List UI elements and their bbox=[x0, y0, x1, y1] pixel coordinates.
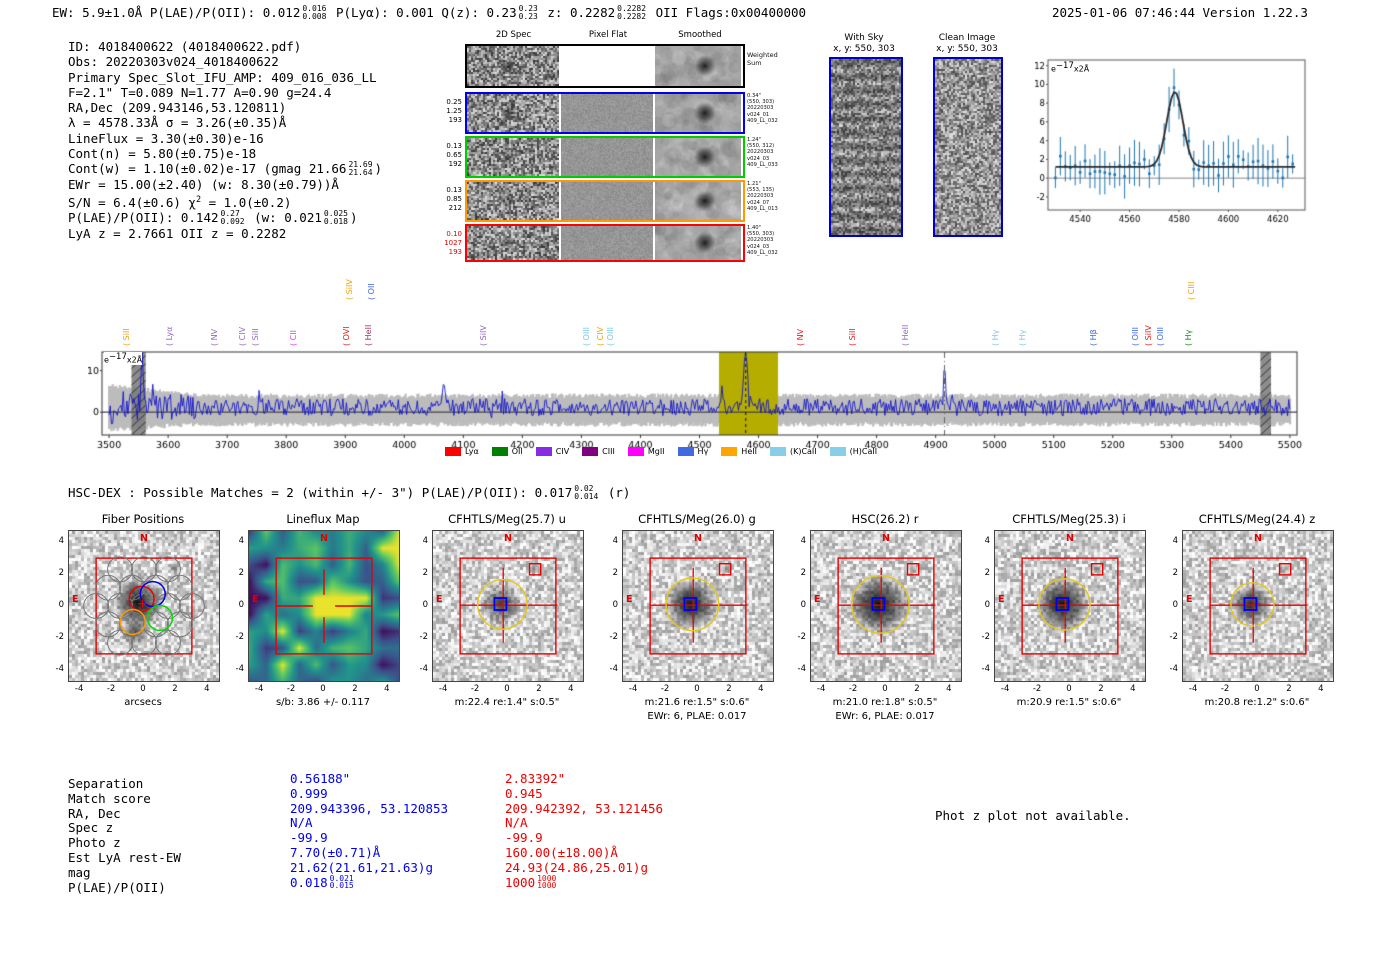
spec2d-left-value: 0.25 bbox=[446, 98, 462, 106]
cutout-overlay bbox=[623, 531, 773, 681]
emission-line-label: ( SiIV bbox=[479, 325, 489, 346]
cutout-title: Lineflux Map bbox=[286, 512, 360, 526]
spec2d-left-value: 0.65 bbox=[446, 151, 462, 159]
spec2d-right-value: (550, 303) bbox=[747, 99, 775, 106]
y-tick-label: -2 bbox=[235, 631, 244, 642]
x-tick-label: -2 bbox=[1220, 684, 1230, 694]
cutout-title: CFHTLS/Meg(25.7) u bbox=[448, 512, 566, 526]
cutout-caption: m:21.0 re:1.8" s:0.5" bbox=[832, 697, 938, 708]
spec2d-left-value: 0.85 bbox=[446, 195, 462, 203]
spec2d-right-value: v024_07 bbox=[747, 199, 770, 206]
spectrum-legend bbox=[445, 447, 877, 456]
legend-label: MgII bbox=[647, 447, 665, 456]
info-line: P(LAE)/P(OII): 0.142 0.27 0.092 (w: 0.021 0.025 0.018 ) bbox=[68, 209, 358, 226]
y-tick-label: 4 bbox=[238, 536, 244, 547]
north-label: N bbox=[320, 533, 328, 544]
emission-line-label: ( OIII bbox=[1155, 326, 1165, 346]
spec2d-row bbox=[465, 44, 745, 88]
legend-label: CIV bbox=[555, 447, 570, 456]
cutout-panel-lineflux bbox=[214, 512, 408, 724]
cutout-title: Fiber Positions bbox=[101, 512, 185, 526]
cutout-title: HSC(26.2) r bbox=[851, 512, 919, 526]
cutout-overlay bbox=[811, 531, 961, 681]
north-label: N bbox=[1066, 533, 1074, 544]
emission-line-label: ( Hγ bbox=[1017, 329, 1027, 346]
emission-line-label: ( NV bbox=[209, 328, 219, 346]
spec2d-row-left-labels bbox=[440, 186, 462, 213]
spec2d-strip bbox=[467, 226, 559, 260]
y-tick-label: -2 bbox=[981, 631, 990, 642]
photz-note: Phot z plot not available. bbox=[935, 808, 1131, 823]
legend-item bbox=[830, 447, 877, 456]
y-tick-label: -4 bbox=[419, 663, 428, 674]
x-tick-label: -2 bbox=[470, 684, 480, 694]
spec2d-row bbox=[465, 92, 745, 134]
match-table-red-value: 209.942392, 53.121456 bbox=[505, 800, 664, 816]
legend-label: Hγ bbox=[697, 447, 709, 456]
match-table-blue-value: 0.999 bbox=[290, 785, 328, 801]
emission-line-label: ( CIV bbox=[238, 326, 248, 346]
spec2d-right-value: 20220303 bbox=[747, 193, 774, 200]
legend-swatch bbox=[628, 447, 644, 456]
y-tick-label: 4 bbox=[422, 536, 428, 547]
match-table-row-label: Photo z bbox=[68, 835, 121, 851]
y-tick-label: 0 bbox=[238, 600, 244, 610]
north-label: N bbox=[140, 533, 148, 544]
emission-line-label: ( SiIV bbox=[1144, 325, 1154, 346]
y-tick-label: 4 bbox=[58, 536, 64, 547]
emission-line-label: ( NV bbox=[796, 328, 806, 346]
match-table-row-label: Match score bbox=[68, 790, 151, 806]
north-label: N bbox=[504, 533, 512, 544]
info-line: LineFlux = 3.30(±0.30)e-16 bbox=[68, 130, 264, 146]
legend-item bbox=[536, 447, 569, 456]
y-tick-label: 4 bbox=[612, 536, 618, 547]
x-tick-label: 4 bbox=[384, 684, 390, 694]
emission-line-labels bbox=[88, 256, 1313, 346]
y-tick-label: 4 bbox=[984, 536, 990, 547]
y-tick-label: -2 bbox=[1169, 631, 1178, 642]
x-tick-label: -4 bbox=[1000, 684, 1010, 694]
match-table-blue-value: 0.018 0.021 0.015 bbox=[290, 873, 354, 891]
legend-swatch bbox=[582, 447, 598, 456]
spec2d-header-pixelflat: Pixel Flat bbox=[588, 30, 628, 40]
emission-line-label: ( OIII bbox=[605, 326, 615, 346]
spec2d-header-2dspec: 2D Spec bbox=[495, 30, 532, 40]
spectrum-flux-units-label: $e^{-17}x2Å$ bbox=[104, 352, 143, 365]
with-sky-title: With Sky bbox=[844, 33, 884, 43]
info-line: Obs: 20220303v024_4018400622 bbox=[68, 54, 279, 70]
spec2d-strip bbox=[561, 94, 653, 132]
spec2d-left-value: 212 bbox=[448, 204, 462, 212]
x-tick-label: -4 bbox=[1188, 684, 1198, 694]
match-table-row-label: mag bbox=[68, 864, 91, 880]
legend-item bbox=[721, 447, 757, 456]
cutout-caption: s/b: 3.86 +/- 0.117 bbox=[275, 697, 371, 708]
match-table-red-value: 160.00(±18.00)Å bbox=[505, 845, 618, 860]
emission-line-label: ( HeII bbox=[363, 324, 373, 346]
match-table-blue-value: -99.9 bbox=[290, 830, 328, 846]
spec2d-left-value: 1027 bbox=[444, 239, 462, 247]
x-tick-label: -2 bbox=[848, 684, 858, 694]
emission-line-label: ( SiIV bbox=[345, 279, 355, 300]
legend-label: HeII bbox=[741, 447, 757, 456]
legend-swatch bbox=[721, 447, 737, 456]
spec2d-right-value: 409_LL_032 bbox=[747, 117, 778, 124]
spec2d-right-value: (550, 312) bbox=[747, 143, 775, 150]
spec2d-right-value: 20220303 bbox=[747, 149, 774, 156]
emission-line-label: ( Hβ bbox=[1089, 329, 1099, 346]
x-tick-label: -4 bbox=[74, 684, 84, 694]
clean-image-title: Clean Image bbox=[938, 33, 996, 43]
spec2d-right-value: 1.24" bbox=[747, 137, 761, 143]
emission-line-label: ( HeII bbox=[900, 324, 910, 346]
y-tick-label: -4 bbox=[235, 663, 244, 674]
x-tick-label: 2 bbox=[1098, 684, 1104, 694]
x-tick-label: 4 bbox=[758, 684, 764, 694]
summary-line: EW: 5.9±1.0Å P(LAE)/P(OII): 0.012 0.016 0.008 P(Lyα): 0.001 Q(z): 0.23 0.23 0.23 z: 0.2282 0.2282 0.2282 OII Flags:0x00400000 bbox=[52, 4, 807, 21]
x-tick-label: 2 bbox=[726, 684, 732, 694]
clean-image bbox=[935, 59, 1001, 235]
cutout-caption: m:21.6 re:1.5" s:0.6" bbox=[644, 697, 750, 708]
x-tick-label: 2 bbox=[536, 684, 542, 694]
match-table-row-label: Spec z bbox=[68, 820, 114, 836]
emission-line-label: ( CII bbox=[288, 330, 298, 346]
x-tick-label: 4 bbox=[946, 684, 952, 694]
legend-item bbox=[628, 447, 665, 456]
x-tick-label: -4 bbox=[438, 684, 448, 694]
cutout-caption: m:20.9 re:1.5" s:0.6" bbox=[1016, 697, 1122, 708]
cutout-frame bbox=[248, 530, 400, 682]
spec2d-right-value: 1.40" bbox=[747, 225, 761, 231]
legend-label: (K)CaII bbox=[789, 447, 817, 456]
legend-item bbox=[445, 447, 479, 456]
legend-item bbox=[492, 447, 523, 456]
spec2d-row bbox=[465, 180, 745, 222]
clean-image-frame bbox=[933, 57, 1003, 237]
match-table-blue-value: 0.56188" bbox=[290, 771, 351, 786]
match-table-red-value: N/A bbox=[505, 815, 528, 831]
spec2d-left-value: 0.13 bbox=[446, 186, 462, 194]
cutout-overlay bbox=[995, 531, 1145, 681]
spec2d-right-value: (553, 135) bbox=[747, 187, 775, 194]
cutout-overlay bbox=[1183, 531, 1333, 681]
north-label: N bbox=[882, 533, 890, 544]
zoomplot-flux-units-label: $e^{-17}x2Å$ bbox=[1051, 61, 1090, 74]
y-tick-label: -4 bbox=[981, 663, 990, 674]
east-label: E bbox=[436, 594, 443, 605]
cutout-overlay bbox=[433, 531, 583, 681]
x-tick-label: 0 bbox=[140, 684, 146, 694]
y-tick-label: 2 bbox=[800, 568, 806, 579]
emission-line-label: ( SiII bbox=[848, 328, 858, 346]
spec2d-right-value: 409_LL_032 bbox=[747, 249, 778, 256]
info-line: LyA z = 2.7661 OII z = 0.2282 bbox=[68, 226, 287, 242]
match-table-blue-value: 21.62(21.61,21.63)g bbox=[290, 859, 433, 875]
spec2d-strip bbox=[467, 46, 559, 86]
info-line: Cont(w) = 1.10(±0.02)e-17 (gmag 21.66 21.69 21.64 ) bbox=[68, 160, 383, 177]
legend-swatch bbox=[678, 447, 694, 456]
x-tick-label: 4 bbox=[1130, 684, 1136, 694]
y-tick-label: -2 bbox=[609, 631, 618, 642]
cutout-panel-fiber bbox=[34, 512, 228, 724]
east-label: E bbox=[252, 594, 259, 605]
cutout-panel-z bbox=[1148, 512, 1342, 724]
east-label: E bbox=[1186, 594, 1193, 605]
with-sky-image-frame bbox=[829, 57, 903, 237]
emission-line-label: ( OIII bbox=[581, 326, 591, 346]
emission-line-label: ( Hγ bbox=[1183, 329, 1193, 346]
spec2d-row-right-labels bbox=[747, 137, 778, 168]
spec2d-row-right-labels bbox=[747, 93, 778, 124]
spec2d-strip bbox=[561, 138, 653, 176]
match-table-row-label: RA, Dec bbox=[68, 805, 121, 821]
cutout-frame bbox=[1182, 530, 1334, 682]
info-line: F=2.1" T=0.089 N=1.77 A=0.90 g=24.4 bbox=[68, 84, 332, 100]
spec2d-right-value: 0.34" bbox=[747, 93, 761, 99]
match-table-blue-value: 7.70(±0.71)Å bbox=[290, 845, 381, 860]
spec2d-left-value: 193 bbox=[448, 116, 462, 124]
spec2d-right-value: 409_LL_033 bbox=[747, 161, 778, 168]
spec2d-left-value: 0.13 bbox=[446, 142, 462, 150]
emission-line-label: ( SiII bbox=[251, 328, 261, 346]
cutout-frame bbox=[432, 530, 584, 682]
y-tick-label: 2 bbox=[58, 568, 64, 579]
y-tick-label: 2 bbox=[1172, 568, 1178, 579]
emission-line-label: ( CIII bbox=[1187, 281, 1197, 300]
spec2d-right-value: v024_03 bbox=[747, 243, 770, 250]
east-label: E bbox=[998, 594, 1005, 605]
match-table-blue-value: 209.943396, 53.120853 bbox=[290, 800, 449, 816]
spec2d-strip bbox=[655, 226, 741, 260]
x-tick-label: 4 bbox=[1318, 684, 1324, 694]
match-table-red-value: -99.9 bbox=[505, 830, 543, 846]
x-tick-label: -4 bbox=[254, 684, 264, 694]
x-tick-label: 2 bbox=[172, 684, 178, 694]
cutout-frame bbox=[810, 530, 962, 682]
spec2d-strip bbox=[467, 182, 559, 220]
emission-line-label: ( OVI bbox=[342, 326, 352, 346]
info-line: λ = 4578.33Å σ = 3.26(±0.35)Å bbox=[68, 115, 287, 131]
east-label: E bbox=[72, 594, 79, 605]
emission-line-label: ( OII bbox=[367, 283, 377, 300]
spec2d-row-right-labels bbox=[747, 52, 778, 67]
cutout-caption: EWr: 6, PLAE: 0.017 bbox=[835, 711, 935, 722]
match-table-red-value: 0.945 bbox=[505, 785, 543, 801]
legend-item bbox=[582, 447, 615, 456]
spec2d-right-value: 20220303 bbox=[747, 237, 774, 244]
legend-label: CIII bbox=[602, 447, 615, 456]
emission-line-label: ( OIII bbox=[1131, 326, 1141, 346]
emission-line-label: ( CIV bbox=[595, 326, 605, 346]
x-tick-label: -4 bbox=[628, 684, 638, 694]
emission-line-label: ( Lyα bbox=[165, 326, 175, 346]
x-tick-label: 0 bbox=[320, 684, 326, 694]
legend-label: (H)CaII bbox=[849, 447, 878, 456]
spec2d-right-value: v024_03 bbox=[747, 155, 770, 162]
y-tick-label: 4 bbox=[800, 536, 806, 547]
spec2d-row-left-labels bbox=[440, 98, 462, 125]
y-tick-label: -2 bbox=[55, 631, 64, 642]
x-tick-label: -2 bbox=[1032, 684, 1042, 694]
emission-line-label: ( SiII bbox=[122, 328, 132, 346]
x-tick-label: 4 bbox=[204, 684, 210, 694]
match-table-row-label: P(LAE)/P(OII) bbox=[68, 879, 166, 895]
spec2d-right-value: Weighted bbox=[747, 51, 778, 59]
legend-swatch bbox=[492, 447, 508, 456]
x-tick-label: 2 bbox=[914, 684, 920, 694]
y-tick-label: -4 bbox=[55, 663, 64, 674]
legend-label: OII bbox=[511, 447, 523, 456]
x-tick-label: -4 bbox=[816, 684, 826, 694]
east-label: E bbox=[626, 594, 633, 605]
legend-swatch bbox=[536, 447, 552, 456]
spec2d-row-right-labels bbox=[747, 225, 778, 256]
match-table-red-value: 24.93(24.86,25.01)g bbox=[505, 859, 648, 875]
cutout-panel-u bbox=[398, 512, 592, 724]
legend-swatch bbox=[445, 447, 461, 456]
zoomed-line-plot bbox=[1035, 46, 1335, 238]
spec2d-strip bbox=[467, 94, 559, 132]
y-tick-label: 2 bbox=[612, 568, 618, 579]
legend-label: Lyα bbox=[465, 447, 479, 456]
x-tick-label: 0 bbox=[1254, 684, 1260, 694]
cutout-caption: m:20.8 re:1.2" s:0.6" bbox=[1204, 697, 1310, 708]
y-tick-label: -2 bbox=[419, 631, 428, 642]
spec2d-row bbox=[465, 136, 745, 178]
spec2d-right-value: (550, 303) bbox=[747, 231, 775, 238]
y-tick-label: -4 bbox=[609, 663, 618, 674]
info-line: EWr = 15.00(±2.40) (w: 8.30(±0.79))Å bbox=[68, 177, 339, 193]
x-tick-label: 0 bbox=[504, 684, 510, 694]
info-block bbox=[68, 39, 382, 241]
clean-image-coords: x, y: 550, 303 bbox=[936, 44, 998, 54]
spec2d-strip bbox=[655, 182, 741, 220]
match-table-red-value: 2.83392" bbox=[505, 771, 566, 786]
cutout-frame bbox=[622, 530, 774, 682]
y-tick-label: -4 bbox=[1169, 663, 1178, 674]
north-label: N bbox=[694, 533, 702, 544]
x-tick-label: 0 bbox=[694, 684, 700, 694]
legend-swatch bbox=[830, 447, 846, 456]
x-tick-label: 0 bbox=[882, 684, 888, 694]
info-line: S/N = 6.4(±0.6) $\chi^2 = 1.0(\pm 0.2)$ bbox=[68, 194, 292, 210]
match-table-red-value: 1000 1000 1000 bbox=[505, 873, 557, 891]
full-spectrum-plot bbox=[88, 346, 1313, 452]
y-tick-label: -4 bbox=[797, 663, 806, 674]
y-tick-label: -2 bbox=[797, 631, 806, 642]
spec2d-left-value: 193 bbox=[448, 248, 462, 256]
cutout-title: CFHTLS/Meg(24.4) z bbox=[1198, 512, 1316, 526]
emission-line-label: ( Hγ bbox=[991, 329, 1001, 346]
cutout-panel-r bbox=[776, 512, 970, 724]
y-tick-label: 0 bbox=[800, 600, 806, 610]
y-tick-label: 0 bbox=[612, 600, 618, 610]
legend-item bbox=[770, 447, 817, 456]
spec2d-strip bbox=[655, 46, 741, 86]
spec2d-left-value: 192 bbox=[448, 160, 462, 168]
x-tick-label: 0 bbox=[1066, 684, 1072, 694]
cutout-title: CFHTLS/Meg(25.3) i bbox=[1012, 512, 1126, 526]
with-sky-image bbox=[831, 59, 901, 235]
with-sky-coords: x, y: 550, 303 bbox=[833, 44, 895, 54]
east-label: E bbox=[814, 594, 821, 605]
spec2d-right-value: Sum bbox=[747, 58, 762, 67]
y-tick-label: 2 bbox=[238, 568, 244, 579]
hsc-dex-match-line: HSC-DEX : Possible Matches = 2 (within +/- 3") P(LAE)/P(OII): 0.017 0.02 0.014 (r) bbox=[68, 484, 631, 501]
cutout-panel-i bbox=[960, 512, 1154, 724]
spec2d-strip bbox=[467, 138, 559, 176]
spec2d-strip bbox=[561, 226, 653, 260]
cutout-caption: EWr: 6, PLAE: 0.017 bbox=[647, 711, 747, 722]
spec2d-strip bbox=[655, 138, 741, 176]
y-tick-label: 0 bbox=[58, 600, 64, 610]
match-table-row-label: Separation bbox=[68, 776, 144, 791]
cutout-overlay bbox=[249, 531, 399, 681]
cutout-frame bbox=[994, 530, 1146, 682]
spec2d-row-right-labels bbox=[747, 181, 778, 212]
info-line: Cont(n) = 5.80(±0.75)e-18 bbox=[68, 146, 257, 162]
cutout-overlay bbox=[69, 531, 219, 681]
spec2d-strip bbox=[655, 94, 741, 132]
y-tick-label: 0 bbox=[984, 600, 990, 610]
cutout-xlabel: arcsecs bbox=[124, 697, 162, 708]
cutout-panel-g bbox=[588, 512, 782, 724]
timestamp: 2025-01-06 07:46:44 Version 1.22.3 bbox=[1052, 5, 1308, 20]
spec2d-right-value: v024_01 bbox=[747, 111, 770, 118]
info-line: ID: 4018400622 (4018400622.pdf) bbox=[68, 39, 302, 54]
spec2d-header-smoothed: Smoothed bbox=[678, 30, 722, 40]
cutout-caption: m:22.4 re:1.4" s:0.5" bbox=[454, 697, 560, 708]
cutout-frame bbox=[68, 530, 220, 682]
x-tick-label: -2 bbox=[286, 684, 296, 694]
spec2d-strip bbox=[561, 182, 653, 220]
spec2d-row-left-labels bbox=[440, 142, 462, 169]
match-table-blue-value: N/A bbox=[290, 815, 313, 831]
x-tick-label: 2 bbox=[352, 684, 358, 694]
x-tick-label: 4 bbox=[568, 684, 574, 694]
spec2d-right-value: 1.21" bbox=[747, 181, 761, 187]
info-line: RA,Dec (209.943146,53.120811) bbox=[68, 100, 287, 116]
y-tick-label: 0 bbox=[422, 600, 428, 610]
cutout-title: CFHTLS/Meg(26.0) g bbox=[638, 512, 756, 526]
y-tick-label: 0 bbox=[1172, 600, 1178, 610]
x-tick-label: -2 bbox=[660, 684, 670, 694]
match-table-row-label: Est LyA rest-EW bbox=[68, 850, 181, 865]
info-line: Primary Spec_Slot_IFU_AMP: 409_016_036_LL bbox=[68, 69, 377, 85]
y-tick-label: 2 bbox=[984, 568, 990, 579]
legend-item bbox=[678, 447, 709, 456]
spec2d-row-left-labels bbox=[440, 230, 462, 257]
y-tick-label: 4 bbox=[1172, 536, 1178, 547]
spec2d-left-value: 1.25 bbox=[446, 107, 462, 115]
spec2d-right-value: 20220303 bbox=[747, 105, 774, 112]
spec2d-right-value: 409_LL_013 bbox=[747, 205, 778, 212]
north-label: N bbox=[1254, 533, 1262, 544]
x-tick-label: 2 bbox=[1286, 684, 1292, 694]
spec2d-left-value: 0.10 bbox=[446, 230, 462, 238]
x-tick-label: -2 bbox=[106, 684, 116, 694]
legend-swatch bbox=[770, 447, 786, 456]
y-tick-label: 2 bbox=[422, 568, 428, 579]
